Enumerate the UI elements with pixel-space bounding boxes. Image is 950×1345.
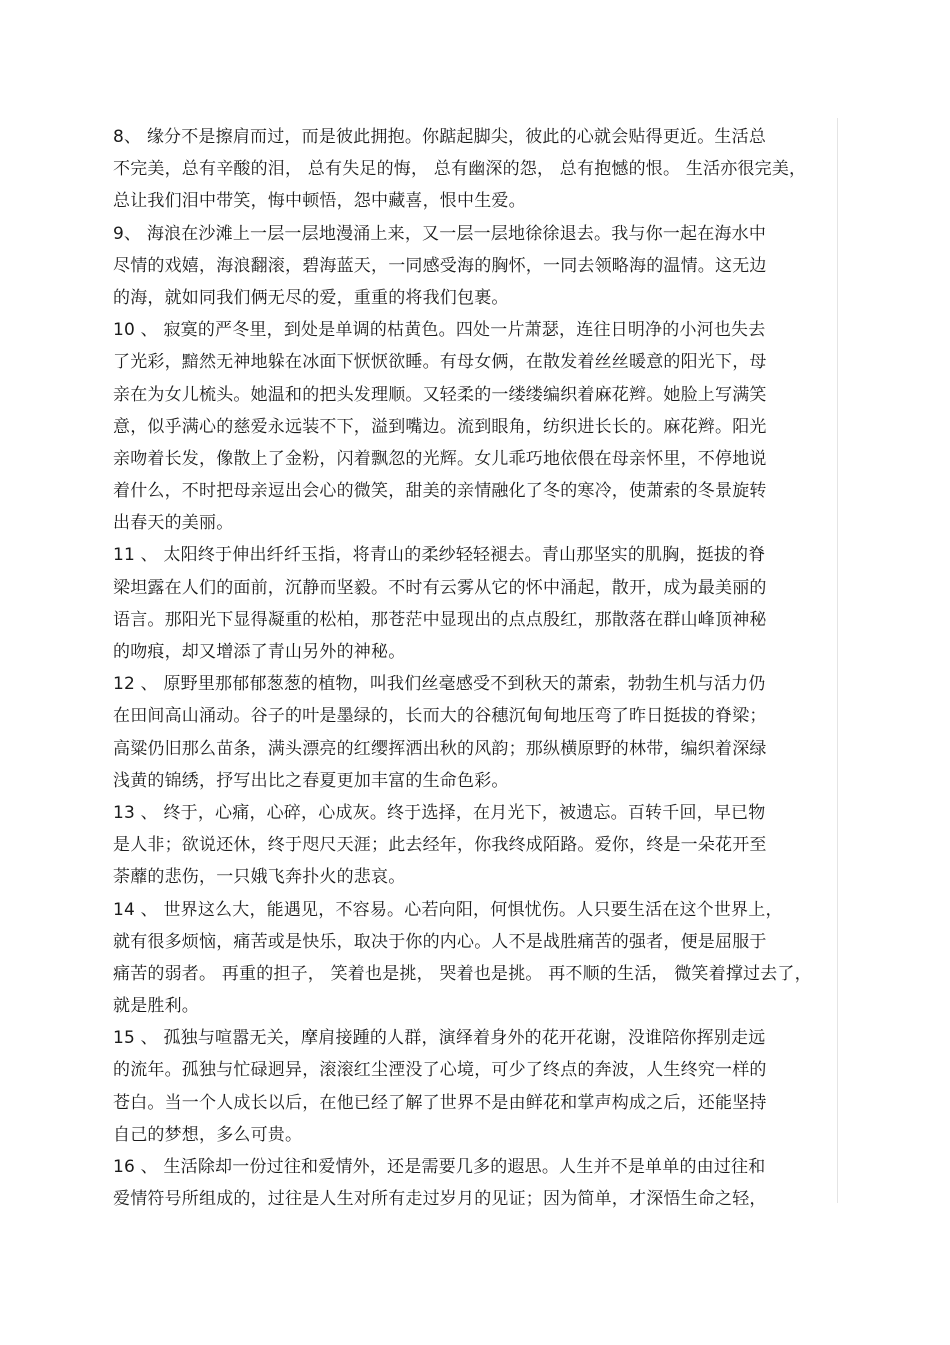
text-line: 就有很多烦恼，痛苦或是快乐，取决于你的内心。人不是战胜痛苦的强者，便是屈服于 <box>113 931 767 952</box>
text-line: 8、 缘分不是擦肩而过，而是彼此拥抱。你踮起脚尖，彼此的心就会贴得更近。生活总 <box>113 127 767 147</box>
text-line: 自己的梦想，多么可贵。 <box>113 1124 303 1145</box>
text-line: 的吻痕，却又增添了青山另外的神秘。 <box>113 642 406 662</box>
text-line: 的流年。孤独与忙碌迥异，滚滚红尘湮没了心境，可少了终点的奔波，人生终究一样的 <box>113 1060 767 1081</box>
text-line: 12 、 原野里那郁郁葱葱的植物，叫我们丝毫感受不到秋天的萧索，勃勃生机与活力仍 <box>113 674 766 695</box>
document-body <box>113 121 833 1215</box>
text-line: 荼蘼的悲伤，一只娥飞奔扑火的悲哀。 <box>113 867 406 888</box>
text-line: 梁坦露在人们的面前，沉静而坚毅。不时有云雾从它的怀中涌起，散开，成为最美丽的 <box>113 577 767 598</box>
text-line: 意，似乎满心的慈爱永远装不下，溢到嘴边。流到眼角，纺织进长长的。麻花辫。阳光 <box>113 416 767 437</box>
right-margin-rule <box>837 118 838 1203</box>
text-line: 亲在为女儿梳头。她温和的把头发理顺。又轻柔的一缕缕编织着麻花辫。她脸上写满笑 <box>113 384 767 405</box>
text-line: 语言。那阳光下显得凝重的松柏，那苍茫中显现出的点点殷红，那散落在群山峰顶神秘 <box>113 609 767 630</box>
text-line: 在田间高山涌动。谷子的叶是墨绿的，长而大的谷穗沉甸甸地压弯了昨日挺拔的脊梁； <box>113 706 767 727</box>
text-line: 的海，就如同我们俩无尽的爱，重重的将我们包裹。 <box>113 287 509 308</box>
text-line: 高粱仍旧那么苗条，满头漂亮的红缨挥洒出秋的风韵；那纵横原野的林带，编织着深绿 <box>113 738 767 759</box>
text-line: 14 、 世界这么大，能遇见，不容易。心若向阳，何惧忧伤。人只要生活在这个世界上， <box>113 899 783 920</box>
text-line: 了光彩，黯然无神地躲在冰面下恹恹欲睡。有母女俩，在散发着丝丝暖意的阳光下，母 <box>113 352 767 373</box>
text-line: 出春天的美丽。 <box>113 513 234 534</box>
text-line: 16 、 生活除却一份过往和爱情外，还是需要几多的遐思。人生并不是单单的由过往和 <box>113 1157 766 1177</box>
text-line: 爱情符号所组成的，过往是人生对所有走过岁月的见证；因为简单，才深悟生命之轻， <box>113 1189 767 1210</box>
text-line: 13 、 终于，心痛，心碎，心成灰。终于选择，在月光下，被遗忘。百转千回，早已物 <box>113 802 766 823</box>
text-line: 11 、 太阳终于伸出纤纤玉指，将青山的柔纱轻轻褪去。青山那坚实的肌胸，挺拔的脊 <box>113 545 766 566</box>
text-line: 9、 海浪在沙滩上一层一层地漫涌上来，又一层一层地徐徐退去。我与你一起在海水中 <box>113 223 767 244</box>
text-line: 15 、 孤独与喧嚣无关，摩肩接踵的人群，演绎着身外的花开花谢，没谁陪你挥别走远 <box>113 1028 766 1049</box>
text-line: 苍白。当一个人成长以后，在他已经了解了世界不是由鲜花和掌声构成之后，还能坚持 <box>113 1092 767 1113</box>
text-line: 就是胜利。 <box>113 996 199 1017</box>
text-line: 是人非；欲说还休，终于咫尺天涯；此去经年，你我终成陌路。爱你，终是一朵花开至 <box>113 835 767 856</box>
text-line: 着什么，不时把母亲逗出会心的微笑，甜美的亲情融化了冬的寒冷，使萧索的冬景旋转 <box>113 481 767 502</box>
text-line: 尽情的戏嬉，海浪翻滚，碧海蓝天，一同感受海的胸怀，一同去领略海的温情。这无边 <box>113 255 767 276</box>
text-line: 痛苦的弱者。 再重的担子， 笑着也是挑， 哭着也是挑。 再不顺的生活， 微笑着撑过去了， <box>113 963 812 984</box>
text-line: 浅黄的锦绣，抒写出比之春夏更加丰富的生命色彩。 <box>113 770 509 791</box>
text-line: 总让我们泪中带笑，悔中顿悟，怨中藏喜，恨中生爱。 <box>113 191 526 212</box>
text-line: 亲吻着长发，像散上了金粉，闪着飘忽的光辉。女儿乖巧地依偎在母亲怀里，不停地说 <box>113 448 767 469</box>
text-line: 10 、 寂寞的严冬里，到处是单调的枯黄色。四处一片萧瑟，连往日明净的小河也失去 <box>113 320 766 341</box>
text-line: 不完美，总有辛酸的泪， 总有失足的悔， 总有幽深的怨， 总有抱憾的恨。 生活亦很完美， <box>113 159 807 180</box>
